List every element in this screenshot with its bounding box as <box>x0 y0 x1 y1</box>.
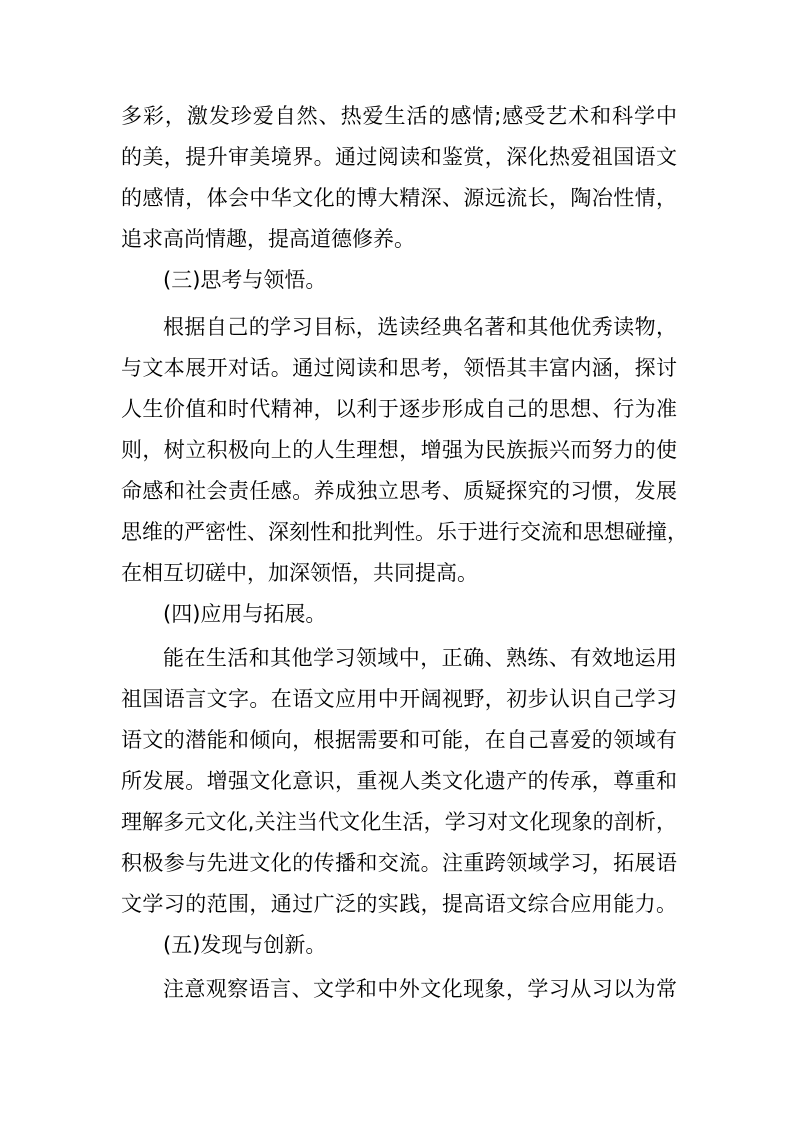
body-text-line: 注意观察语言、文学和中外文化现象，学习从习以为常 <box>163 977 677 1001</box>
body-text-line: 理解多元文化,关注当代文化生活，学习对文化现象的剖析， <box>121 810 677 834</box>
body-text-line: 积极参与先进文化的传播和交流。注重跨领域学习，拓展语 <box>121 851 677 875</box>
body-text-line: 祖国语言文字。在语文应用中开阔视野，初步认识自己学习 <box>121 687 677 711</box>
body-text-line: 的感情，体会中华文化的博大精深、源远流长，陶冶性情， <box>121 186 677 210</box>
body-text-line: 思维的严密性、深刻性和批判性。乐于进行交流和思想碰撞， <box>121 520 688 544</box>
body-text-line: 在相互切磋中，加深领悟，共同提高。 <box>121 561 478 585</box>
body-text-line: 语文的潜能和倾向，根据需要和可能，在自己喜爱的领域有 <box>121 728 677 752</box>
body-text-line: 能在生活和其他学习领域中，正确、熟练、有效地运用 <box>163 646 677 670</box>
body-text-line: 文学习的范围，通过广泛的实践，提高语文综合应用能力。 <box>121 892 677 916</box>
body-text-line: 命感和社会责任感。养成独立思考、质疑探究的习惯，发展 <box>121 479 677 503</box>
section-heading: (五)发现与创新。 <box>163 933 327 957</box>
section-heading: (三)思考与领悟。 <box>163 268 327 292</box>
body-text-line: 根据自己的学习目标，选读经典名著和其他优秀读物， <box>163 315 677 339</box>
body-text-line: 与文本展开对话。通过阅读和思考，领悟其丰富内涵，探讨 <box>121 356 677 380</box>
body-text-line: 所发展。增强文化意识，重视人类文化遗产的传承，尊重和 <box>121 769 677 793</box>
section-heading: (四)应用与拓展。 <box>163 602 327 626</box>
body-text-line: 人生价值和时代精神，以利于逐步形成自己的思想、行为准 <box>121 397 677 421</box>
body-text-line: 多彩，激发珍爱自然、热爱生活的感情;感受艺术和科学中 <box>121 104 677 128</box>
body-text-line: 的美，提升审美境界。通过阅读和鉴赏，深化热爱祖国语文 <box>121 145 677 169</box>
body-text-line: 则，树立积极向上的人生理想，增强为民族振兴而努力的使 <box>121 438 677 462</box>
body-text-line: 追求高尚情趣，提高道德修养。 <box>121 227 415 251</box>
